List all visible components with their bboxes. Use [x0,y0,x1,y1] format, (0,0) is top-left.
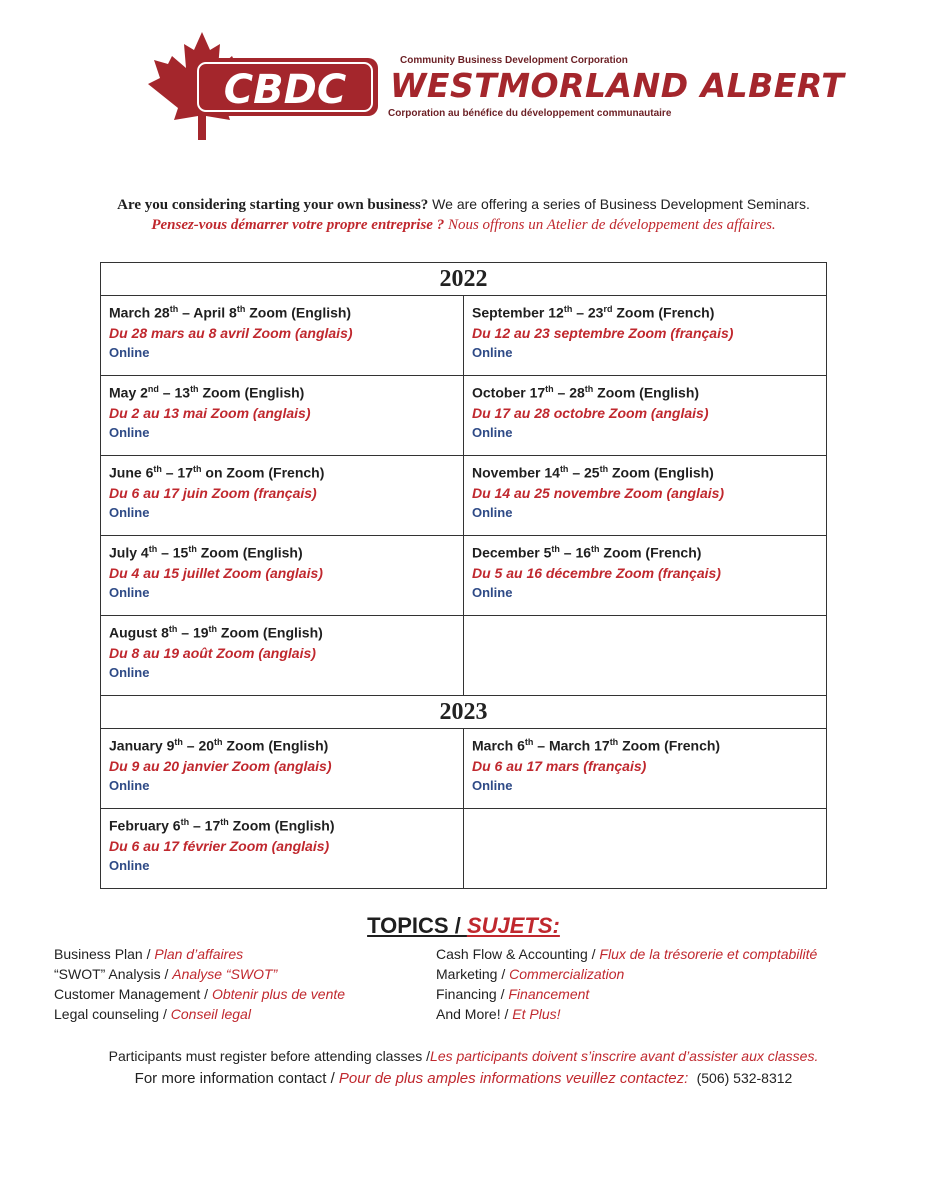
intro-english [0,194,927,215]
topics-title-en: TOPICS / [367,913,467,938]
year-heading-2022: 2022 [101,263,827,296]
session-cell: November 14th – 25th Zoom (English) Du 14 au 25 novembre Zoom (anglais) Online [464,456,827,536]
contact-en: For more information contact / [134,1070,339,1087]
empty-cell [464,809,827,889]
phone-number[interactable]: (506) 532-8312 [696,1070,793,1086]
org-french-name: Corporation au bénéfice du développement communautaire [388,108,672,119]
session-cell: October 17th – 28th Zoom (English) Du 17 au 28 octobre Zoom (anglais) Online [464,376,827,456]
empty-cell [464,616,827,696]
registration-note [0,1046,927,1066]
session-cell: September 12th – 23rd Zoom (French) Du 12 au 23 septembre Zoom (français) Online [464,296,827,376]
topic-item: Legal counseling / Conseil legal [54,1006,251,1022]
topic-item: Marketing / Commercialization [436,966,625,982]
year-heading-2023: 2023 [101,696,827,729]
schedule-table [100,262,827,889]
org-small-name: Community Business Development Corporation [400,55,628,66]
intro-en-question: Are you considering starting your own business? [117,197,429,213]
topics-right-list [436,944,817,1024]
intro [0,194,927,235]
topic-item: And More! / Et Plus! [436,1006,561,1022]
org-name: WESTMORLAND ALBERT [390,66,845,105]
intro-fr-question: Pensez-vous démarrer votre propre entreprise ? [151,217,445,233]
topics-title [0,913,927,939]
session-cell: January 9th – 20th Zoom (English) Du 9 au 20 janvier Zoom (anglais) Online [101,729,464,809]
intro-french [0,215,927,235]
intro-en-text: We are offering a series of Business Development Seminars. [428,196,810,212]
logo-mark: CBDC [223,67,347,113]
register-en: Participants must register before attending classes / [108,1048,431,1064]
session-cell: March 6th – March 17th Zoom (French) Du 6 au 17 mars (français) Online [464,729,827,809]
topics-title-fr: SUJETS: [466,913,560,938]
session-cell: August 8th – 19th Zoom (English) Du 8 au 19 août Zoom (anglais) Online [101,616,464,696]
session-cell: March 28th – April 8th Zoom (English) Du 28 mars au 8 avril Zoom (anglais) Online [101,296,464,376]
session-cell: July 4th – 15th Zoom (English) Du 4 au 15 juillet Zoom (anglais) Online [101,536,464,616]
session-cell: December 5th – 16th Zoom (French) Du 5 au 16 décembre Zoom (français) Online [464,536,827,616]
topic-item: Cash Flow & Accounting / Flux de la trésorerie et comptabilité [436,946,818,962]
session-cell: May 2nd – 13th Zoom (English) Du 2 au 13 mai Zoom (anglais) Online [101,376,464,456]
topics-left-list [54,944,345,1024]
topic-item: Financing / Financement [436,986,590,1002]
topic-item: Business Plan / Plan d’affaires [54,946,244,962]
topic-item: “SWOT” Analysis / Analyse “SWOT” [54,966,278,982]
contact-fr: Pour de plus amples informations veuillez contactez: [338,1070,689,1087]
register-fr: Les participants doivent s’inscrire avant d’assister aux classes. [430,1048,819,1064]
contact-line [0,1068,927,1089]
topic-item: Customer Management / Obtenir plus de vente [54,986,346,1002]
session-cell: February 6th – 17th Zoom (English) Du 6 au 17 février Zoom (anglais) Online [101,809,464,889]
intro-fr-text: Nous offrons un Atelier de développement des affaires. [444,217,776,233]
session-cell: June 6th – 17th on Zoom (French) Du 6 au 17 juin Zoom (français) Online [101,456,464,536]
